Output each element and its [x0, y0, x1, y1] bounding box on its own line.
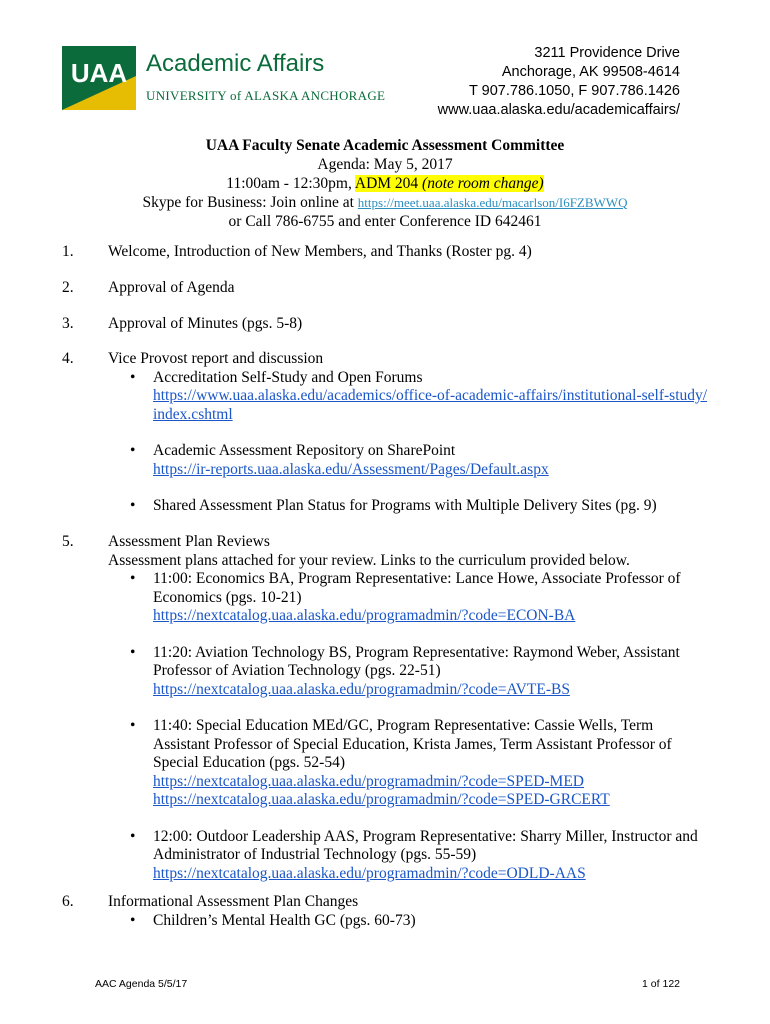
bullet-icon: •: [130, 827, 136, 845]
list-item: [108, 442, 708, 479]
logo-subtitle: UNIVERSITY of ALASKA ANCHORAGE: [146, 88, 386, 103]
list-item-text: 12:00: Outdoor Leadership AAS, Program Representative: Sharry Miller, Instructor and Administrator of Industrial Technology (pgs. 55-59): [153, 827, 698, 863]
agenda-number: 3.: [62, 315, 74, 332]
bullet-icon: •: [130, 570, 136, 587]
logo-mark-graphic: [62, 46, 136, 110]
skype-link[interactable]: https://meet.uaa.alaska.edu/macarlson/I6FZBWWQ: [357, 195, 628, 210]
agenda-number: 5.: [62, 533, 74, 550]
logo-title: Academic Affairs: [146, 50, 325, 77]
document-title: UAA Faculty Senate Academic Assessment Committee: [205, 137, 565, 154]
list-item: [108, 570, 708, 626]
list-item-link[interactable]: https://www.uaa.alaska.edu/academics/office-of-academic-affairs/institutional-self-study/index.cshtml: [153, 387, 708, 423]
list-item-text: Academic Assessment Repository on SharePoint: [153, 442, 456, 459]
agenda-body: [108, 893, 708, 930]
agenda-body: [108, 350, 708, 516]
agenda-body: [108, 533, 708, 883]
bullet-icon: •: [130, 368, 136, 386]
bullet-icon: •: [130, 717, 136, 734]
agenda-text: Approval of Minutes (pgs. 5-8): [108, 315, 303, 332]
list-item-text: 11:20: Aviation Technology BS, Program Representative: Raymond Weber, Assistant Professor of Aviation Technology (pgs. 22-51): [153, 643, 680, 679]
address-city: Anchorage, AK 99508-4614: [501, 64, 680, 80]
agenda-text: Approval of Agenda: [108, 279, 235, 296]
agenda-number: 1.: [62, 243, 74, 260]
bullet-icon: •: [130, 497, 136, 514]
meeting-room: ADM 204: [354, 175, 419, 192]
logo-mark-text: UAA: [70, 58, 128, 88]
list-item-link[interactable]: https://ir-reports.uaa.alaska.edu/Assessment/Pages/Default.aspx: [153, 460, 549, 478]
agenda-text: Assessment Plan Reviews: [108, 533, 270, 550]
footer-page-number: 1 of 122: [642, 978, 680, 990]
agenda-number: 6.: [62, 893, 74, 910]
list-item: [108, 644, 708, 700]
list-item-link[interactable]: https://nextcatalog.uaa.alaska.edu/programadmin/?code=SPED-GRCERT: [153, 791, 610, 808]
list-item-text: Children’s Mental Health GC (pgs. 60-73): [153, 911, 416, 929]
agenda-intro: Assessment plans attached for your review. Links to the curriculum provided below.: [108, 551, 630, 569]
meeting-time: 11:00am - 12:30pm,: [226, 175, 352, 192]
bullet-icon: •: [130, 911, 136, 929]
address-website[interactable]: www.uaa.alaska.edu/academicaffairs/: [437, 102, 680, 118]
list-item-link[interactable]: https://nextcatalog.uaa.alaska.edu/programadmin/?code=AVTE-BS: [153, 680, 570, 698]
skype-line: [0, 193, 770, 212]
list-item-text: Accreditation Self-Study and Open Forums: [153, 368, 423, 386]
address-block: [438, 44, 680, 120]
agenda-number: 4.: [62, 350, 74, 367]
list-item: [108, 497, 708, 516]
document-header: [0, 136, 770, 231]
list-item-text: 11:00: Economics BA, Program Representative: Lance Howe, Associate Professor of Economics (pgs. 10-21): [153, 570, 681, 606]
list-item: [108, 717, 708, 810]
logo-mark: [62, 46, 136, 110]
list-item-text: 11:40: Special Education MEd/GC, Program Representative: Cassie Wells, Term Assistant Professor of Special Education, Krista James, Term Assistant Professor of Special Education (pgs. 52-54): [153, 717, 672, 771]
bullet-icon: •: [130, 442, 136, 459]
meeting-time-line: [0, 174, 770, 193]
address-street: 3211 Providence Drive: [534, 45, 680, 61]
list-item: [108, 912, 708, 931]
list-item: [108, 828, 708, 884]
agenda-text: Informational Assessment Plan Changes: [108, 893, 359, 910]
list-item-link[interactable]: https://nextcatalog.uaa.alaska.edu/programadmin/?code=SPED-MED: [153, 772, 584, 790]
uaa-logo: [62, 46, 386, 114]
meeting-room-highlight: [355, 175, 544, 192]
room-note: (note room change): [422, 175, 544, 192]
list-item-text: Shared Assessment Plan Status for Programs with Multiple Delivery Sites (pg. 9): [153, 497, 657, 514]
agenda-number: 2.: [62, 279, 74, 296]
list-item-link[interactable]: https://nextcatalog.uaa.alaska.edu/programadmin/?code=ODLD-AAS: [153, 864, 586, 882]
list-item: [108, 369, 708, 425]
footer-doc-label: AAC Agenda 5/5/17: [95, 978, 188, 990]
agenda-text: Welcome, Introduction of New Members, and Thanks (Roster pg. 4): [108, 243, 532, 260]
address-phone: T 907.786.1050, F 907.786.1426: [469, 83, 680, 99]
agenda-text: Vice Provost report and discussion: [108, 350, 324, 367]
list-item-link[interactable]: https://nextcatalog.uaa.alaska.edu/programadmin/?code=ECON-BA: [153, 607, 576, 624]
agenda-date: Agenda: May 5, 2017: [317, 156, 453, 173]
bullet-icon: •: [130, 643, 136, 661]
call-line: or Call 786-6755 and enter Conference ID 642461: [228, 213, 542, 230]
skype-prefix: Skype for Business: Join online at: [142, 194, 358, 211]
